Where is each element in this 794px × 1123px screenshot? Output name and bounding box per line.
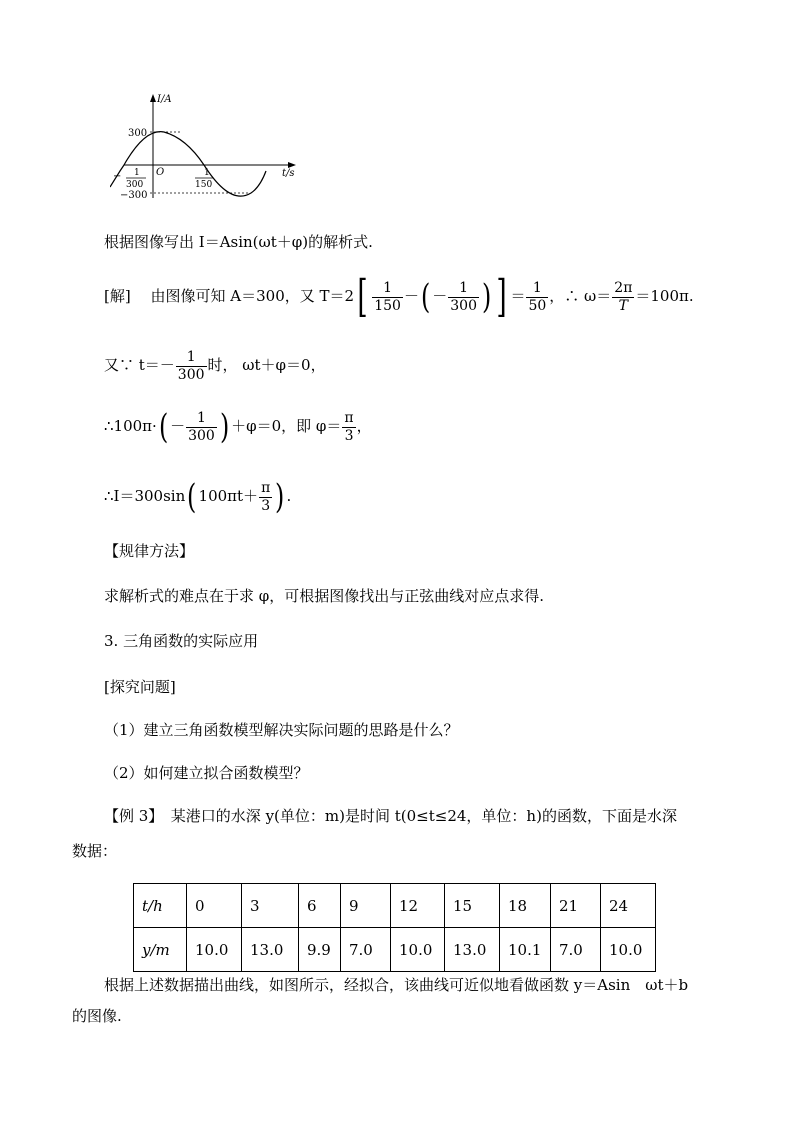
rule-text: 求解析式的难点在于求 φ，可根据图像找出与正弦曲线对应点求得.	[104, 587, 545, 605]
left-bracket: [	[357, 271, 368, 322]
table-cell: 13.0	[445, 928, 500, 972]
minus-sign-2: －	[432, 287, 448, 305]
line4-left-paren: (	[187, 477, 197, 517]
solution-part1: 由图像可知 A＝300，又 T＝2	[150, 287, 355, 305]
table-cell: 9.9	[299, 928, 341, 972]
sine-graph	[110, 88, 300, 203]
table-cell: 13.0	[242, 928, 299, 972]
question-text: 根据图像写出 I＝Asin(ωt＋φ)的解析式.	[104, 233, 373, 251]
table-cell: 10.0	[601, 928, 656, 972]
y-min-label: −300	[120, 190, 148, 201]
water-depth-table	[133, 883, 656, 972]
table-cell: 6	[299, 884, 341, 928]
table-cell: 10.1	[500, 928, 551, 972]
table-cell: 15	[445, 884, 500, 928]
right-paren: )	[481, 277, 492, 317]
solution-line-1	[104, 271, 694, 322]
fraction-1: $\frac{1}{150}$	[374, 279, 401, 314]
table-header-cell: y/m	[134, 928, 187, 972]
line3-left-paren: (	[158, 407, 169, 447]
fraction-4: $\frac{2\pi}{T}$	[614, 279, 633, 314]
table-row	[134, 928, 656, 972]
origin-label: O	[156, 167, 165, 178]
example-3-line-1: 【例 3】 某港口的水深 y(单位：m)是时间 t(0≤t≤24，单位：h)的函数，下面是水深	[104, 807, 677, 825]
line3-fraction: $\frac{1}{300}$	[188, 409, 215, 444]
x-right-num: 1	[204, 168, 210, 178]
y-axis-label: I/A	[157, 94, 172, 105]
question-2: （2）如何建立拟合函数模型？	[104, 764, 309, 782]
omega-result: ＝100π.	[635, 287, 694, 305]
line3-middle: ＋φ＝0，即 φ＝	[231, 417, 342, 435]
table-cell: 18	[500, 884, 551, 928]
x-left-num: 1	[134, 168, 140, 178]
explore-heading: [探究问题]	[104, 678, 176, 696]
table-cell: 21	[551, 884, 601, 928]
line3-minus: －	[170, 417, 186, 435]
table-cell: 12	[391, 884, 445, 928]
x-left-den: 300	[126, 180, 144, 190]
after-table-line-1: 根据上述数据描出曲线，如图所示，经拟合，该曲线可近似地看做函数 y＝Asin ωt＋b	[104, 976, 689, 994]
table-row	[134, 884, 656, 928]
right-bracket: ]	[496, 271, 508, 322]
y-axis-arrow	[150, 94, 156, 102]
solution-line-2	[104, 343, 326, 387]
table-cell: 10.0	[187, 928, 242, 972]
table-cell: 10.0	[391, 928, 445, 972]
line2-suffix: 时， ωt＋φ＝0，	[207, 356, 326, 374]
table-cell: 9	[341, 884, 391, 928]
table-cell: 3	[242, 884, 299, 928]
fraction-3: $\frac{1}{50}$	[528, 279, 547, 314]
line4-prefix: ∴I＝300sin	[104, 487, 186, 505]
solution-line-4	[104, 474, 291, 518]
line3-suffix: ，	[356, 417, 372, 435]
x-axis-label: t/s	[282, 168, 295, 179]
line4-suffix: .	[286, 487, 292, 505]
therefore-omega: ，∴ ω＝	[549, 287, 612, 305]
rule-heading: 【规律方法】	[104, 542, 195, 560]
line2-fraction: $\frac{1}{300}$	[177, 348, 205, 383]
table-cell: 0	[187, 884, 242, 928]
left-paren: (	[420, 277, 431, 317]
table-header-cell: t/h	[134, 884, 187, 928]
line3-right-paren: )	[219, 407, 230, 447]
solution-bracket: [解]	[104, 287, 131, 305]
y-max-label: 300	[128, 128, 148, 139]
line4-inner: 100πt＋	[198, 487, 259, 505]
line3-prefix: ∴100π·	[104, 417, 157, 435]
equals-sign: ＝	[510, 287, 526, 305]
table-cell: 7.0	[551, 928, 601, 972]
line3-pi-fraction: $\frac{\pi}{3}$	[344, 409, 354, 444]
x-left-neg-sign: −	[113, 171, 122, 182]
minus-sign: －	[403, 287, 419, 305]
fraction-2: $\frac{1}{300}$	[450, 279, 477, 314]
after-table-line-2: 的图像.	[72, 1007, 122, 1025]
solution-line-3	[104, 404, 372, 448]
example-3-line-2: 数据：	[72, 842, 118, 860]
line4-right-paren: )	[275, 477, 285, 517]
question-1: （1）建立三角函数模型解决实际问题的思路是什么？	[104, 721, 459, 739]
x-right-den: 150	[195, 180, 213, 190]
line4-pi-fraction: $\frac{\pi}{3}$	[261, 479, 271, 514]
section-3-heading: 3. 三角函数的实际应用	[104, 632, 259, 650]
line2-prefix: 又∵ t＝－	[104, 356, 175, 374]
table-cell: 7.0	[341, 928, 391, 972]
table-cell: 24	[601, 884, 656, 928]
